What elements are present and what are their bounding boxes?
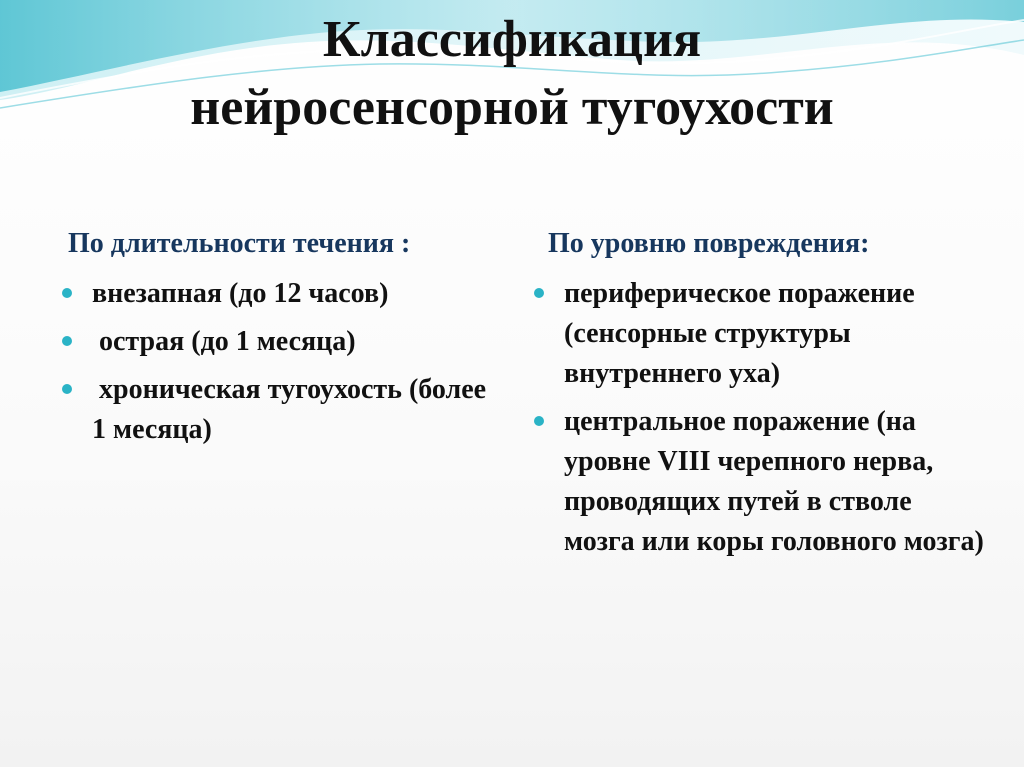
list-item-text: острая (до 1 месяца) [92,326,356,357]
damage-level-column [530,226,990,570]
title-line-2: нейросенсорной тугоухости [190,79,834,136]
list-item [58,322,498,362]
slide-title [0,6,1024,142]
bullet-dot-icon [62,288,72,298]
list-item-text: хроническая тугоухость (более 1 месяца) [92,374,494,445]
list-item [530,402,984,562]
list-item [58,370,498,450]
list-item-text: периферическое поражение (сенсорные структуры внутреннего уха) [564,278,915,389]
damage-level-list [530,274,990,562]
duration-list [58,274,498,450]
list-item-text: внезапная (до 12 часов) [92,278,389,309]
list-item [58,274,498,314]
bullet-dot-icon [534,416,544,426]
duration-heading: По длительности течения : [68,228,411,259]
bullet-dot-icon [62,384,72,394]
list-item-text: центральное поражение (на уровне VIII черепного нерва, проводящих путей в стволе мозга или коры головного мозга) [564,406,984,557]
title-line-1: Классификация [322,11,702,68]
bullet-dot-icon [62,336,72,346]
damage-level-heading: По уровню повреждения: [548,228,870,259]
duration-column [58,226,498,458]
list-item [530,274,944,394]
bullet-dot-icon [534,288,544,298]
